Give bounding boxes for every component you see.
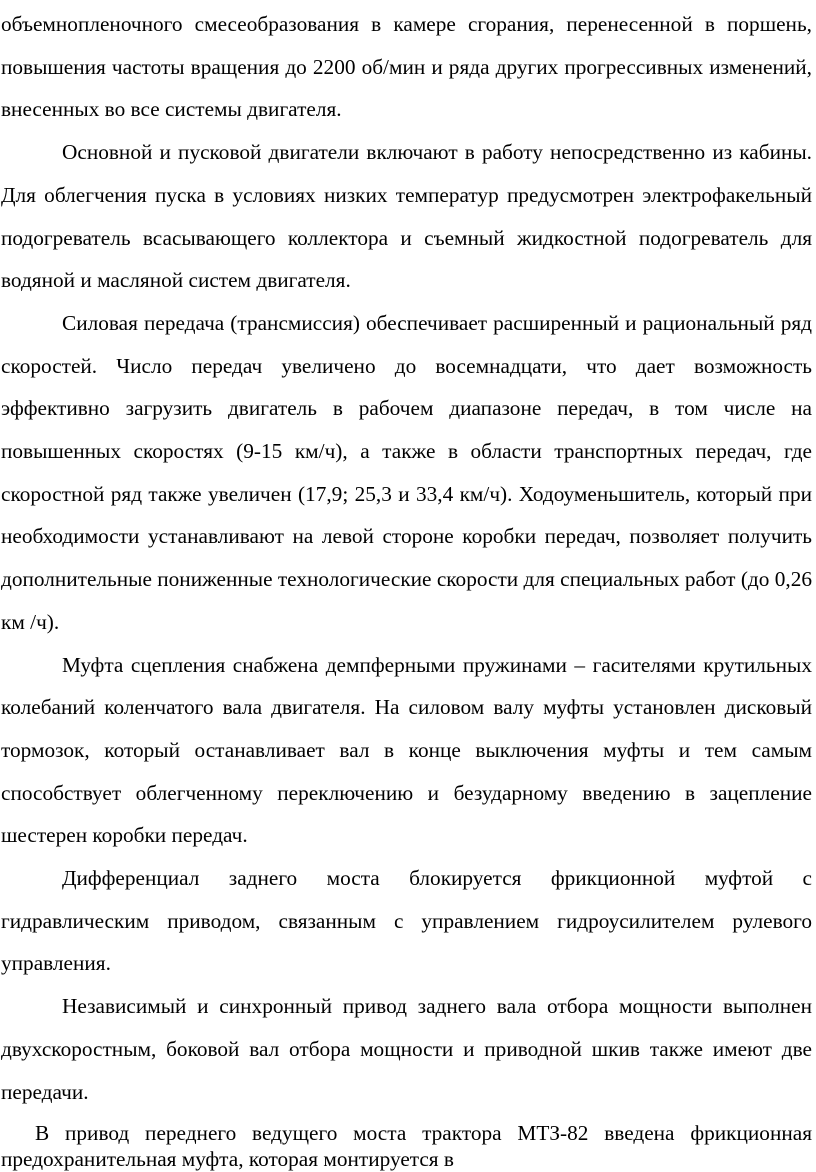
paragraph-engine-start: Основной и пусковой двигатели включают в работу непосредственно из кабины. Для облегчения пуска в условиях низких температур предусмотрен электрофакельный подогреватель всасывающего коллектора и съемный жидкостной подогреватель для водяной и масляной систем двигателя. [1,140,812,293]
paragraph-differential: Дифференциал заднего моста блокируется фрикционной муфтой с гидравлическим приводом, связанным с управлением гидроусилителем рулевого управления. [1,866,812,976]
paragraph-front-axle: В привод переднего ведущего моста трактора МТЗ-82 введена фрикционная предохранительная муфта, которая монтируется в [1,1121,812,1171]
paragraph-transmission: Силовая передача (трансмиссия) обеспечивает расширенный и рациональный ряд скоростей. Число передач увеличено до восемнадцати, что дает возможность эффективно загрузить двигатель в рабочем диапазоне передач, в том числе на повышенных скоростях (9-15 км/ч), а также в области транспортных передач, где скоростной ряд также увеличен (17,9; 25,3 и 33,4 км/ч). Ходоуменьшитель, который при необходимости устанавливают на левой стороне коробки передач, позволяет получить дополнительные пониженные технологические скорости для специальных работ (до 0,26 км /ч). [1,310,812,634]
paragraph-pto-drive: Независимый и синхронный привод заднего вала отбора мощности выполнен двухскоростным, боковой вал отбора мощности и приводной шкив также имеют две передачи. [1,994,812,1104]
paragraph-clutch: Муфта сцепления снабжена демпферными пружинами – гасителями крутильных колебаний коленчатого вала двигателя. На силовом валу муфты установлен дисковый тормозок, который останавливает вал в конце выключения муфты и тем самым способствует облегченному переключению и безударному введению в зацепление шестерен коробки передач. [1,652,812,848]
paragraph-engine-improvements: объемнопленочного смесеобразования в камере сгорания, перенесенной в поршень, повышения частоты вращения до 2200 об/мин и ряда других прогрессивных изменений, внесенных во все системы двигателя. [1,12,812,122]
